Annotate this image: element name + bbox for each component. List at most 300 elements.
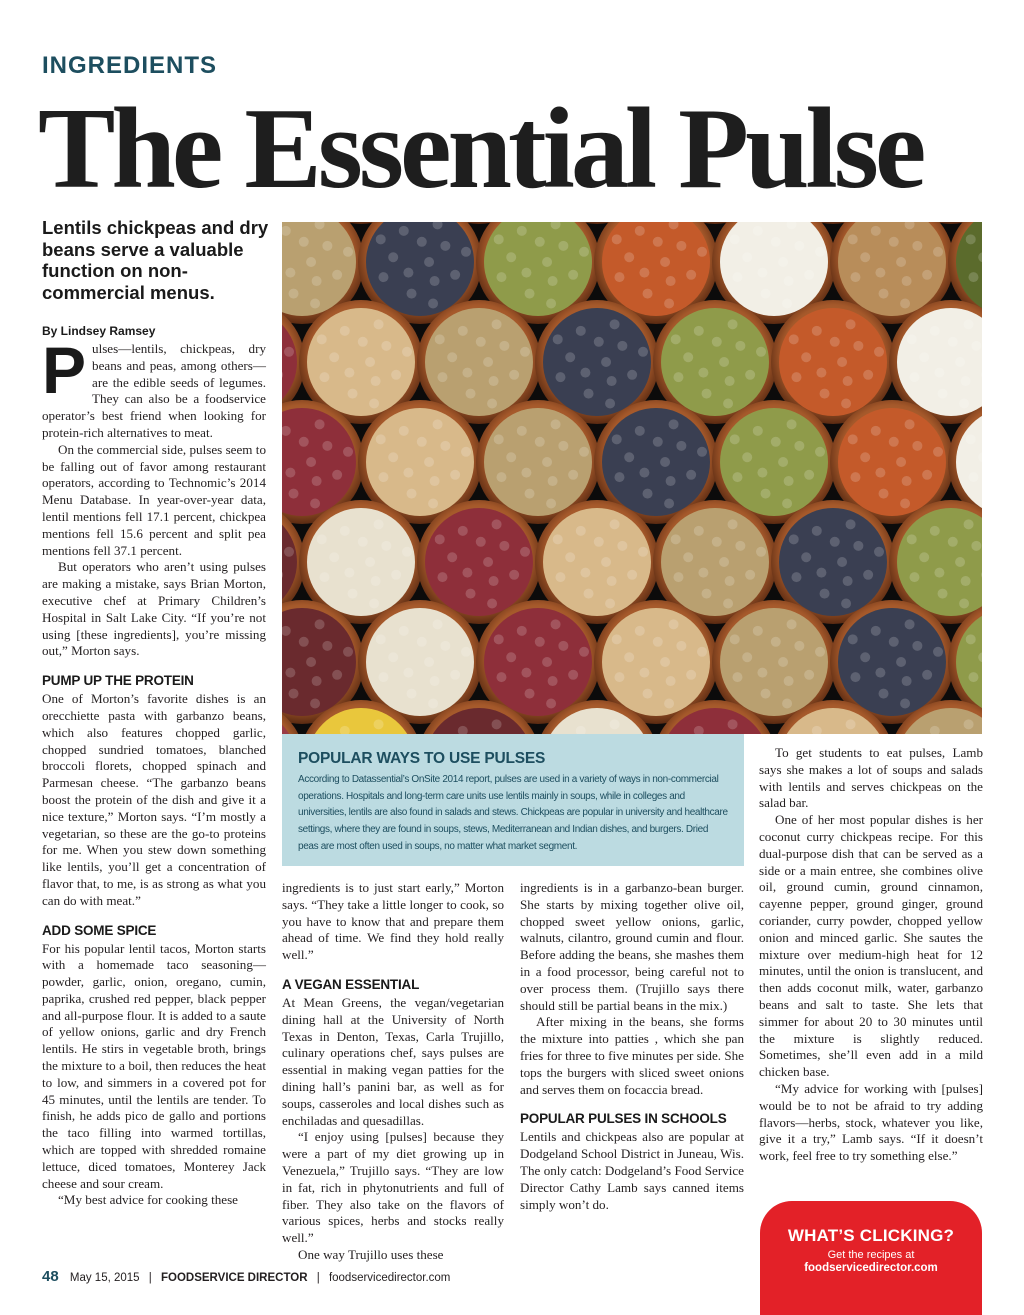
seed-highlight — [686, 270, 696, 280]
seed-highlight — [461, 447, 471, 457]
seed-highlight — [492, 719, 502, 729]
seed-highlight — [660, 657, 670, 667]
article-column-4 — [759, 745, 983, 1165]
seed-highlight — [506, 452, 516, 462]
seed-highlight — [955, 557, 965, 567]
seed-highlight — [430, 476, 440, 486]
seed-highlight — [466, 389, 476, 399]
seed-highlight — [461, 247, 471, 257]
paragraph: One of her most popular dishes is her coconut curry chickpeas recipe. For this dual-purpose dish that can be served as a side or a main entree, she combines olive oil, ground cumin, ground cinnamon, cayenne pepper, ground ginger, ground coriander, curry powder, chopped yellow onion and minced garlic. She sautes the mixture over medium-high heat for 12 minutes, until the onion is translucent, and then adds coconut milk, water, garbanzo beans and salt to taste. She lets that simmer for about 20 to 30 minutes until the mixture is slightly reduced. Sometimes, she’ll even add in a mild chicken base. — [759, 812, 983, 1080]
seed-highlight — [594, 537, 604, 547]
seed-highlight — [848, 234, 858, 244]
seed-highlight — [804, 470, 814, 480]
seed-highlight — [322, 241, 332, 251]
bowl-contents — [720, 408, 828, 516]
seed-highlight — [424, 657, 434, 667]
seed-highlight — [447, 552, 457, 562]
seed-highlight — [784, 676, 794, 686]
seed-highlight — [525, 489, 535, 499]
seed-highlight — [801, 552, 811, 562]
pulses-bowls-photo — [282, 222, 982, 734]
seed-highlight — [374, 519, 384, 529]
seed-highlight — [555, 572, 565, 582]
seed-highlight — [499, 341, 509, 351]
seed-highlight — [638, 547, 648, 557]
seed-highlight — [624, 452, 634, 462]
seed-highlight — [601, 557, 611, 567]
seed-highlight — [848, 434, 858, 444]
seed-highlight — [494, 434, 504, 444]
seed-highlight — [399, 226, 409, 236]
seed-highlight — [816, 368, 826, 378]
seed-highlight — [584, 389, 594, 399]
seed-highlight — [329, 552, 339, 562]
seed-highlight — [794, 241, 804, 251]
seed-highlight — [558, 241, 568, 251]
seed-highlight — [576, 526, 586, 536]
seed-highlight — [489, 576, 499, 586]
seed-highlight — [343, 447, 353, 457]
seed-highlight — [761, 289, 771, 299]
seed-highlight — [348, 389, 358, 399]
seed-highlight — [332, 670, 342, 680]
seed-highlight — [310, 698, 320, 708]
seed-highlight — [520, 547, 530, 557]
seed-highlight — [643, 289, 653, 299]
seed-highlight — [391, 570, 401, 580]
seed-highlight — [565, 552, 575, 562]
seed-highlight — [580, 568, 590, 578]
subhead: A VEGAN ESSENTIAL — [282, 976, 420, 992]
seed-highlight — [850, 472, 860, 482]
seed-highlight — [909, 572, 919, 582]
seed-highlight — [686, 470, 696, 480]
seed-highlight — [312, 676, 322, 686]
seed-highlight — [676, 641, 686, 651]
seed-highlight — [732, 272, 742, 282]
seed-highlight — [875, 268, 885, 278]
promo-title: WHAT’S CLICKING? — [787, 1226, 955, 1245]
seed-highlight — [879, 289, 889, 299]
bowl-contents — [838, 408, 946, 516]
seed-highlight — [499, 541, 509, 551]
bowl-contents — [307, 508, 415, 616]
seed-highlight — [506, 252, 516, 262]
seed-highlight — [358, 537, 368, 547]
seed-highlight — [555, 372, 565, 382]
seed-highlight — [391, 370, 401, 380]
bowl-contents — [425, 508, 533, 616]
seed-highlight — [698, 568, 708, 578]
seed-highlight — [830, 537, 840, 547]
seed-highlight — [494, 234, 504, 244]
seed-highlight — [660, 257, 670, 267]
seed-highlight — [933, 447, 943, 457]
website-link[interactable]: foodservicedirector.com — [328, 1272, 451, 1284]
seed-highlight — [732, 672, 742, 682]
seed-highlight — [542, 257, 552, 267]
seed-highlight — [863, 370, 873, 380]
seed-highlight — [381, 541, 391, 551]
seed-highlight — [860, 452, 870, 462]
seed-highlight — [732, 472, 742, 482]
seed-highlight — [289, 689, 299, 699]
seed-highlight — [440, 441, 450, 451]
seed-highlight — [430, 276, 440, 286]
seed-highlight — [407, 489, 417, 499]
seed-highlight — [669, 419, 679, 429]
seed-highlight — [922, 670, 932, 680]
seed-highlight — [933, 647, 943, 657]
seed-highlight — [624, 652, 634, 662]
seed-highlight — [879, 689, 889, 699]
seed-highlight — [299, 637, 309, 647]
seed-highlight — [875, 468, 885, 478]
seed-highlight — [310, 498, 320, 508]
page-number: 48 — [42, 1268, 59, 1285]
seed-highlight — [525, 689, 535, 699]
seed-highlight — [676, 441, 686, 451]
seed-highlight — [496, 672, 506, 682]
seed-highlight — [742, 452, 752, 462]
bowl-contents — [720, 608, 828, 716]
seed-highlight — [666, 676, 676, 686]
seed-highlight — [462, 368, 472, 378]
seed-highlight — [735, 341, 745, 351]
seed-highlight — [506, 652, 516, 662]
bowl-contents — [779, 508, 887, 616]
seed-highlight — [850, 272, 860, 282]
seed-highlight — [879, 489, 889, 499]
seed-highlight — [376, 234, 386, 244]
seed-highlight — [841, 598, 851, 608]
bowl-contents — [366, 608, 474, 716]
seed-highlight — [664, 498, 674, 508]
seed-highlight — [919, 352, 929, 362]
seed-highlight — [902, 276, 912, 286]
seed-highlight — [542, 457, 552, 467]
seed-highlight — [757, 468, 767, 478]
seed-highlight — [551, 419, 561, 429]
seed-highlight — [896, 257, 906, 267]
seed-highlight — [728, 519, 738, 529]
seed-highlight — [403, 268, 413, 278]
seed-highlight — [605, 598, 615, 608]
seed-highlight — [580, 368, 590, 378]
seed-highlight — [871, 426, 881, 436]
seed-highlight — [614, 672, 624, 682]
seed-highlight — [787, 619, 797, 629]
seed-highlight — [520, 347, 530, 357]
paragraph: At Mean Greens, the vegan/vegetarian dining hall at the University of North Texas in Denton, Texas, Carla Trujillo, culinary operations chef, says pulses are essential in making vegan patties for the dining hall’s panini bar, as well as for soups, casseroles and local dishes such as enchiladas and quesadillas. — [282, 994, 504, 1128]
deck: Lentils chickpeas and dry beans serve a valuable function on non-commercial menus. — [42, 217, 269, 303]
seed-highlight — [753, 426, 763, 436]
seed-highlight — [517, 426, 527, 436]
seed-highlight — [889, 637, 899, 647]
seed-highlight — [332, 470, 342, 480]
seed-highlight — [306, 457, 316, 467]
seed-highlight — [837, 557, 847, 567]
seed-highlight — [584, 589, 594, 599]
seed-highlight — [576, 326, 586, 336]
seed-highlight — [639, 468, 649, 478]
seed-highlight — [719, 357, 729, 367]
article-column-1 — [42, 333, 266, 1209]
seed-highlight — [358, 337, 368, 347]
seed-highlight — [725, 376, 735, 386]
seed-highlight — [666, 276, 676, 286]
whats-clicking-promo[interactable] — [760, 1201, 982, 1315]
seed-highlight — [365, 357, 375, 367]
seed-highlight — [638, 347, 648, 357]
seed-highlight — [889, 437, 899, 447]
issue-date: May 15, 2015 — [69, 1272, 140, 1284]
seed-highlight — [284, 347, 294, 357]
bowl-contents — [602, 408, 710, 516]
seed-highlight — [938, 389, 948, 399]
seed-highlight — [614, 472, 624, 482]
seed-highlight — [673, 372, 683, 382]
seed-highlight — [437, 572, 447, 582]
seed-highlight — [930, 326, 940, 336]
seed-highlight — [756, 347, 766, 357]
seed-highlight — [388, 452, 398, 462]
seed-highlight — [483, 557, 493, 567]
seed-highlight — [778, 657, 788, 667]
seed-highlight — [487, 398, 497, 408]
seed-highlight — [489, 376, 499, 386]
seed-highlight — [521, 268, 531, 278]
seed-highlight — [417, 637, 427, 647]
seed-highlight — [912, 441, 922, 451]
seed-highlight — [933, 247, 943, 257]
seed-highlight — [509, 570, 519, 580]
seed-highlight — [440, 641, 450, 651]
seed-highlight — [617, 541, 627, 551]
byline: By Lindsey Ramsey — [42, 324, 156, 338]
seed-highlight — [435, 534, 445, 544]
seed-highlight — [728, 319, 738, 329]
seed-highlight — [934, 368, 944, 378]
seed-highlight — [310, 298, 320, 308]
seed-highlight — [450, 470, 460, 480]
seed-highlight — [374, 719, 384, 729]
seed-highlight — [639, 668, 649, 678]
seed-highlight — [461, 647, 471, 657]
seed-highlight — [804, 270, 814, 280]
seed-highlight — [791, 572, 801, 582]
seed-highlight — [712, 537, 722, 547]
seed-highlight — [902, 476, 912, 486]
seed-highlight — [558, 441, 568, 451]
seed-highlight — [778, 457, 788, 467]
seed-highlight — [462, 568, 472, 578]
seed-highlight — [907, 334, 917, 344]
seed-highlight — [496, 472, 506, 482]
seed-highlight — [553, 534, 563, 544]
seed-highlight — [697, 247, 707, 257]
seed-highlight — [509, 370, 519, 380]
seed-highlight — [789, 534, 799, 544]
seed-highlight — [315, 419, 325, 429]
seed-highlight — [403, 668, 413, 678]
seed-highlight — [371, 576, 381, 586]
seed-highlight — [971, 541, 981, 551]
paragraph: One of Morton’s favorite dishes is an orecchiette pasta with garbanzo beans, which also features chopped garlic, chopped sundried tomatoes, blanched broccoli florets, chopped spinach and Parmesan cheese. “The garbanzo beans boost the protein of the dish and give it a nice texture,” Morton says. “I’m mostly a vegetarian, so these are the go-to proteins for me. When you stew down something like lentils, you’ll get a concentration of flavor that, to me, is as strong as what you can do with meat.” — [42, 691, 266, 908]
seed-highlight — [496, 272, 506, 282]
seed-highlight — [896, 457, 906, 467]
seed-highlight — [299, 237, 309, 247]
drop-cap: P — [42, 333, 87, 407]
seed-highlight — [565, 352, 575, 362]
seed-highlight — [959, 398, 969, 408]
seed-highlight — [535, 437, 545, 447]
seed-highlight — [568, 470, 578, 480]
seed-highlight — [896, 657, 906, 667]
seed-highlight — [938, 589, 948, 599]
seed-highlight — [450, 670, 460, 680]
seed-highlight — [612, 634, 622, 644]
seed-highlight — [450, 270, 460, 280]
paragraph: Lentils and chickpeas also are popular at Dodgeland School District in Juneau, Wis. The only catch: Dodgeland’s Food Service Director Cathy Lamb says canned items simply won’t do. — [520, 1129, 744, 1212]
seed-highlight — [723, 598, 733, 608]
seed-highlight — [719, 557, 729, 567]
seed-highlight — [964, 519, 974, 529]
seed-highlight — [428, 498, 438, 508]
paragraph: After mixing in the beans, she forms the mixture into patties , which she pan fries for three to five minutes per side. She tops the burgers with sliced sweet onions and serves them on focaccia bread. — [520, 1014, 744, 1097]
seed-highlight — [815, 247, 825, 257]
seed-highlight — [723, 398, 733, 408]
paragraph: “My advice for working with [pulses] would be to not be afraid to try adding flavors—herbs, stock, whatever you like, give it a try,” Lamb says. “If it doesn’t work, feel free to try something else.” — [759, 1080, 983, 1164]
headline: The Essential Pulse — [38, 85, 923, 213]
paragraph: “I enjoy using [pulses] because they were a part of my diet growing up in Venezuela,” Trujillo says. “They are low in fat, rich in phytonutrients and full of fiber. They also take on the flavors of various spices, herbs and stocks really well.” — [282, 1129, 504, 1246]
seed-highlight — [875, 668, 885, 678]
subhead: POPULAR PULSES IN SCHOOLS — [520, 1111, 727, 1127]
seed-highlight — [900, 698, 910, 708]
seed-highlight — [614, 272, 624, 282]
seed-highlight — [369, 598, 379, 608]
seed-highlight — [702, 389, 712, 399]
seed-highlight — [340, 326, 350, 336]
paragraph: To get students to eat pulses, Lamb says she makes a lot of soups and salads with lentils and serves chickpeas on the salad bar. — [759, 745, 983, 811]
seed-highlight — [669, 619, 679, 629]
seed-highlight — [624, 252, 634, 262]
seed-highlight — [666, 476, 676, 486]
seed-highlight — [289, 489, 299, 499]
seed-highlight — [761, 489, 771, 499]
seed-highlight — [424, 257, 434, 267]
seed-highlight — [955, 357, 965, 367]
seed-highlight — [820, 589, 830, 599]
seed-highlight — [900, 298, 910, 308]
bowl-contents — [661, 308, 769, 416]
seed-highlight — [435, 334, 445, 344]
seed-highlight — [964, 319, 974, 329]
seed-highlight — [730, 634, 740, 644]
seed-highlight — [934, 568, 944, 578]
paragraph — [42, 333, 266, 442]
seed-highlight — [664, 698, 674, 708]
seed-highlight — [428, 298, 438, 308]
bowl-contents — [602, 608, 710, 716]
seed-highlight — [728, 719, 738, 729]
seed-highlight — [725, 576, 735, 586]
seed-highlight — [381, 341, 391, 351]
seed-highlight — [919, 552, 929, 562]
seed-highlight — [399, 426, 409, 436]
seed-highlight — [627, 570, 637, 580]
seed-highlight — [905, 619, 915, 629]
seed-highlight — [476, 537, 486, 547]
seed-highlight — [816, 568, 826, 578]
section-label: INGREDIENTS — [42, 52, 218, 79]
seed-highlight — [660, 457, 670, 467]
seed-highlight — [521, 668, 531, 678]
seed-highlight — [948, 337, 958, 347]
promo-subtitle: Get the recipes at — [827, 1249, 915, 1261]
seed-highlight — [771, 437, 781, 447]
seed-highlight — [871, 626, 881, 636]
seed-highlight — [812, 526, 822, 536]
paragraph: ingredients is in a garbanzo-bean burger. She starts by mixing together olive oil, chopped sweet yellow onions, garlic, walnuts, cilantro, ground cumin and flour. Before adding the beans, she mashes them in a food processor, being careful not to over process them. (Trujillo says there should still be partial beans in the mix.) — [520, 880, 744, 1013]
seed-highlight — [837, 357, 847, 367]
seed-highlight — [742, 652, 752, 662]
seed-highlight — [284, 547, 294, 557]
seed-highlight — [579, 647, 589, 657]
seed-highlight — [329, 352, 339, 362]
seed-highlight — [907, 534, 917, 544]
seed-highlight — [771, 237, 781, 247]
seed-highlight — [702, 589, 712, 599]
seed-highlight — [558, 641, 568, 651]
seed-highlight — [841, 398, 851, 408]
seed-highlight — [643, 689, 653, 699]
seed-highlight — [535, 237, 545, 247]
seed-highlight — [378, 272, 388, 282]
seed-highlight — [306, 657, 316, 667]
article-column-2 — [282, 880, 504, 1264]
seed-highlight — [782, 698, 792, 708]
seed-highlight — [966, 234, 976, 244]
seed-highlight — [344, 568, 354, 578]
bowl-contents — [425, 308, 533, 416]
seed-highlight — [902, 676, 912, 686]
seed-highlight — [437, 372, 447, 382]
seed-highlight — [610, 519, 620, 529]
seed-highlight — [306, 257, 316, 267]
seed-highlight — [922, 470, 932, 480]
seed-highlight — [312, 476, 322, 486]
seed-highlight — [343, 247, 353, 257]
seed-highlight — [378, 472, 388, 482]
seed-highlight — [635, 226, 645, 236]
seed-highlight — [388, 252, 398, 262]
promo-link[interactable]: foodservicedirector.com — [804, 1262, 938, 1274]
paragraph: On the commercial side, pulses seem to be falling out of favor among restaurant operators, according to Technomic’s 2014 Menu Database. In year-over-year data, lentil mentions fell 17.1 percent, chickpea mentions fell 15.6 percent and split pea mentions fell 37.1 percent. — [42, 441, 266, 558]
seed-highlight — [466, 589, 476, 599]
seed-highlight — [853, 341, 863, 351]
seed-highlight — [285, 268, 295, 278]
seed-highlight — [804, 670, 814, 680]
seed-highlight — [458, 326, 468, 336]
seed-highlight — [312, 276, 322, 286]
seed-highlight — [548, 276, 558, 286]
seed-highlight — [782, 298, 792, 308]
seed-highlight — [285, 468, 295, 478]
seed-highlight — [319, 572, 329, 582]
seed-highlight — [712, 337, 722, 347]
seed-highlight — [343, 647, 353, 657]
